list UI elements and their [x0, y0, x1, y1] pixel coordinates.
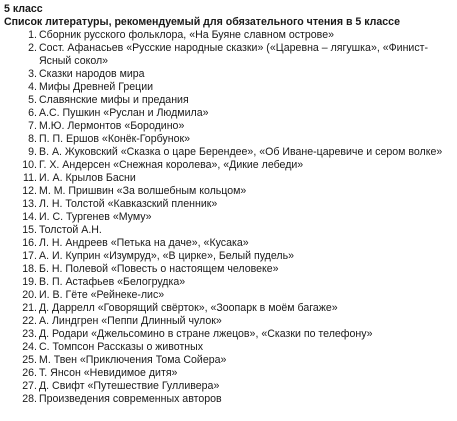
list-item: [4, 341, 457, 354]
list-item: [4, 107, 457, 120]
list-item-number: 20.: [22, 289, 37, 301]
list-item: [4, 172, 457, 185]
list-item: [4, 185, 457, 198]
list-item-title: А. Линдгрен «Пеппи Длинный чулок»: [39, 315, 222, 327]
list-item: [4, 263, 457, 276]
list-item: [4, 380, 457, 393]
list-item-title: М. М. Пришвин «За волшебным кольцом»: [39, 185, 247, 197]
list-item-title: Д. Даррелл «Говорящий свёрток», «Зоопарк в моём багаже»: [39, 302, 338, 314]
list-item: [4, 68, 457, 81]
list-item-title: Т. Янсон «Невидимое дитя»: [39, 367, 178, 379]
list-item-number: 14.: [22, 211, 37, 223]
list-item-number: 6.: [28, 107, 37, 119]
list-item-number: 8.: [28, 133, 37, 145]
list-item-title: Произведения современных авторов: [39, 393, 222, 405]
list-item-title: Д. Родари «Джельсомино в стране лжецов», «Сказки по телефону»: [39, 328, 373, 340]
list-item-title: Л. Н. Андреев «Петька на даче», «Кусака»: [39, 237, 249, 249]
list-item-title: И. А. Крылов Басни: [39, 172, 136, 184]
list-item-number: 12.: [22, 185, 37, 197]
list-item: [4, 328, 457, 341]
book-list: [4, 29, 457, 406]
list-item-number: 28.: [22, 393, 37, 405]
list-item-number: 18.: [22, 263, 37, 275]
list-item-number: 11.: [23, 172, 37, 184]
list-item-number: 4.: [28, 81, 37, 93]
list-item-number: 21.: [22, 302, 37, 314]
list-item-number: 5.: [28, 94, 37, 106]
list-item: [4, 224, 457, 237]
list-item: [4, 250, 457, 263]
list-item-title: И. С. Тургенев «Муму»: [39, 211, 152, 223]
list-item: [4, 393, 457, 406]
list-item-number: 15.: [22, 224, 37, 236]
list-item: [4, 133, 457, 146]
list-item: [4, 367, 457, 380]
grade-label: 5 класс: [4, 3, 43, 15]
list-item-title: Г. Х. Андерсен «Снежная королева», «Дикие лебеди»: [39, 159, 304, 171]
list-item-title: Сборник русского фольклора, «На Буяне славном острове»: [39, 29, 334, 41]
list-item-number: 23.: [22, 328, 37, 340]
list-item: [4, 302, 457, 315]
list-item-title: Д. Свифт «Путешествие Гулливера»: [39, 380, 220, 392]
list-item: [4, 146, 457, 159]
list-item: [4, 211, 457, 224]
list-item-title: Мифы Древней Греции: [39, 81, 154, 93]
list-heading: Список литературы, рекомендуемый для обязательного чтения в 5 классе: [4, 16, 400, 28]
list-item-number: 24.: [22, 341, 37, 353]
list-item-number: 17.: [22, 250, 37, 262]
list-item: [4, 81, 457, 94]
list-item-title: А. И. Куприн «Изумруд», «В цирке», Белый пудель»: [39, 250, 294, 262]
list-item-title: Толстой А.Н.: [39, 224, 102, 236]
list-item-title: Л. Н. Толстой «Кавказский пленник»: [39, 198, 218, 210]
list-item-title: В. А. Жуковский «Сказка о царе Берендее», «Об Иване-царевиче и сером волке»: [39, 146, 443, 158]
list-item-title: Б. Н. Полевой «Повесть о настоящем человеке»: [39, 263, 279, 275]
list-item-number: 25.: [22, 354, 37, 366]
list-item: [4, 42, 457, 68]
list-item-number: 27.: [22, 380, 37, 392]
list-item-title: В. П. Астафьев «Белогрудка»: [39, 276, 186, 288]
list-item-title: М.Ю. Лермонтов «Бородино»: [39, 120, 185, 132]
list-item-number: 3.: [28, 68, 37, 80]
list-item-title: А.С. Пушкин «Руслан и Людмила»: [39, 107, 209, 119]
list-item: [4, 289, 457, 302]
list-item-title: Сказки народов мира: [39, 68, 145, 80]
list-item-title: М. Твен «Приключения Тома Сойера»: [39, 354, 227, 366]
list-item: [4, 276, 457, 289]
list-item: [4, 315, 457, 328]
list-item-title: С. Томпсон Рассказы о животных: [39, 341, 204, 353]
list-item-number: 7.: [28, 120, 37, 132]
list-item-title: Сост. Афанасьев «Русские народные сказки» («Царевна – лягушка», «Финист-Ясный сокол»: [39, 42, 429, 67]
list-item-number: 1.: [28, 29, 37, 41]
list-item-title: Славянские мифы и предания: [39, 94, 189, 106]
list-item-number: 9.: [28, 146, 37, 158]
list-item-title: И. В. Гёте «Рейнеке-лис»: [39, 289, 165, 301]
list-item-number: 22.: [22, 315, 37, 327]
list-item-number: 19.: [22, 276, 37, 288]
list-item: [4, 94, 457, 107]
list-item: [4, 354, 457, 367]
list-item-number: 13.: [22, 198, 37, 210]
list-item-number: 2.: [28, 42, 37, 54]
list-item: [4, 120, 457, 133]
list-item: [4, 198, 457, 211]
list-item: [4, 237, 457, 250]
list-item-number: 16.: [22, 237, 37, 249]
list-item-title: П. П. Ершов «Конёк-Горбунок»: [39, 133, 190, 145]
list-item-number: 10.: [22, 159, 37, 171]
list-item: [4, 29, 457, 42]
list-item-number: 26.: [22, 367, 37, 379]
list-item: [4, 159, 457, 172]
